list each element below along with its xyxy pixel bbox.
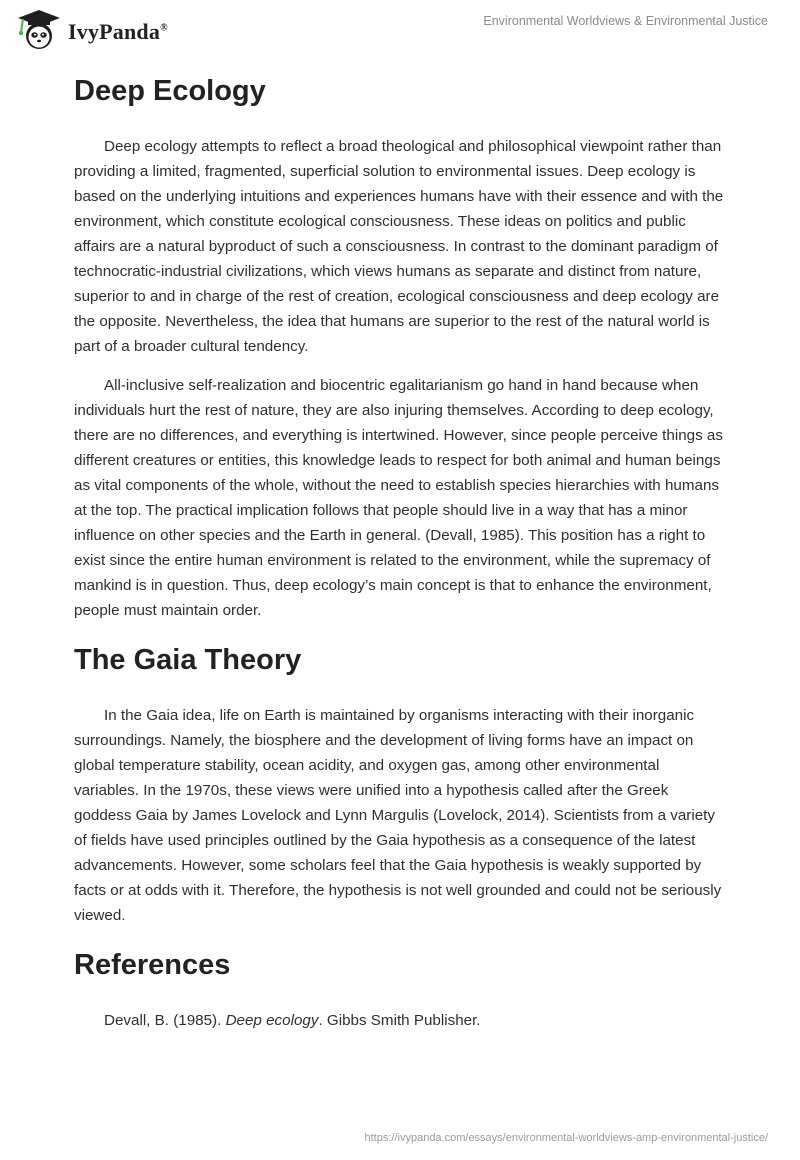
paragraph: Deep ecology attempts to reflect a broad theological and philosophical viewpoint rather than providing a limited, fragmented, superficial solution to environmental issues. Deep ecology is based on the underlying intuitions and experiences humans have with their essence and with the environment, which constitute ecological consciousness. These ideas on politics and public affairs are a natural byproduct of such a consciousness. In contrast to the dominant paradigm of technocratic-industrial civilizations, which views humans as separate and distinct from nature, superior to and in charge of the rest of creation, ecological consciousness and deep ecology are the opposite. Nevertheless, the idea that humans are superior to the rest of the natural world is part of a broader cultural tendency. bbox=[74, 138, 724, 355]
section-heading: References bbox=[74, 949, 231, 981]
source-url[interactable]: https://ivypanda.com/essays/environmental-worldviews-amp-environmental-justice/ bbox=[364, 1132, 768, 1144]
paragraph: All-inclusive self-realization and biocentric egalitarianism go hand in hand because when individuals hurt the rest of nature, they are also injuring themselves. According to deep ecology, there are no differences, and everything is intertwined. However, since people perceive things as different creatures or entities, this knowledge leads to respect for both animal and human beings as vital components of the whole, without the need to establish species hierarchies with humans at the top. The practical implication follows that people should live in a way that has a minor influence on other species and the Earth in general. (Devall, 1985). This position has a right to exist since the entire human environment is related to the environment, while the supremacy of mankind is in question. Thus, deep ecology’s main concept is that to enhance the environment, people must maintain order. bbox=[74, 377, 723, 619]
section-heading: The Gaia Theory bbox=[74, 644, 302, 676]
brand-name: IvyPanda® bbox=[68, 19, 168, 44]
document-title: Environmental Worldviews & Environmental Justice bbox=[483, 14, 768, 28]
essay-content bbox=[74, 72, 726, 1033]
logo[interactable] bbox=[16, 8, 168, 52]
section-heading: Deep Ecology bbox=[74, 75, 266, 107]
reference-entry: Devall, B. (1985). Deep ecology. Gibbs Smith Publisher. bbox=[104, 1012, 481, 1029]
panda-graduate-icon bbox=[16, 8, 62, 52]
section-references bbox=[74, 946, 726, 1033]
paragraph: In the Gaia idea, life on Earth is maintained by organisms interacting with their inorganic surroundings. Namely, the biosphere and the development of living forms have an impact on global temperature stability, ocean acidity, and oxygen gas, among other environmental variables. In the 1970s, these views were unified into a hypothesis called after the Greek goddess Gaia by James Lovelock and Lynn Margulis (Lovelock, 2014). Scientists from a variety of fields have used principles outlined by the Gaia hypothesis as a consequence of the latest advancements. However, some scholars feel that the Gaia hypothesis is weakly supported by facts or at odds with it. Therefore, the hypothesis is not well grounded and could not be seriously viewed. bbox=[74, 707, 722, 924]
section-gaia-theory bbox=[74, 641, 726, 928]
page-header bbox=[0, 0, 800, 60]
section-deep-ecology bbox=[74, 72, 726, 623]
